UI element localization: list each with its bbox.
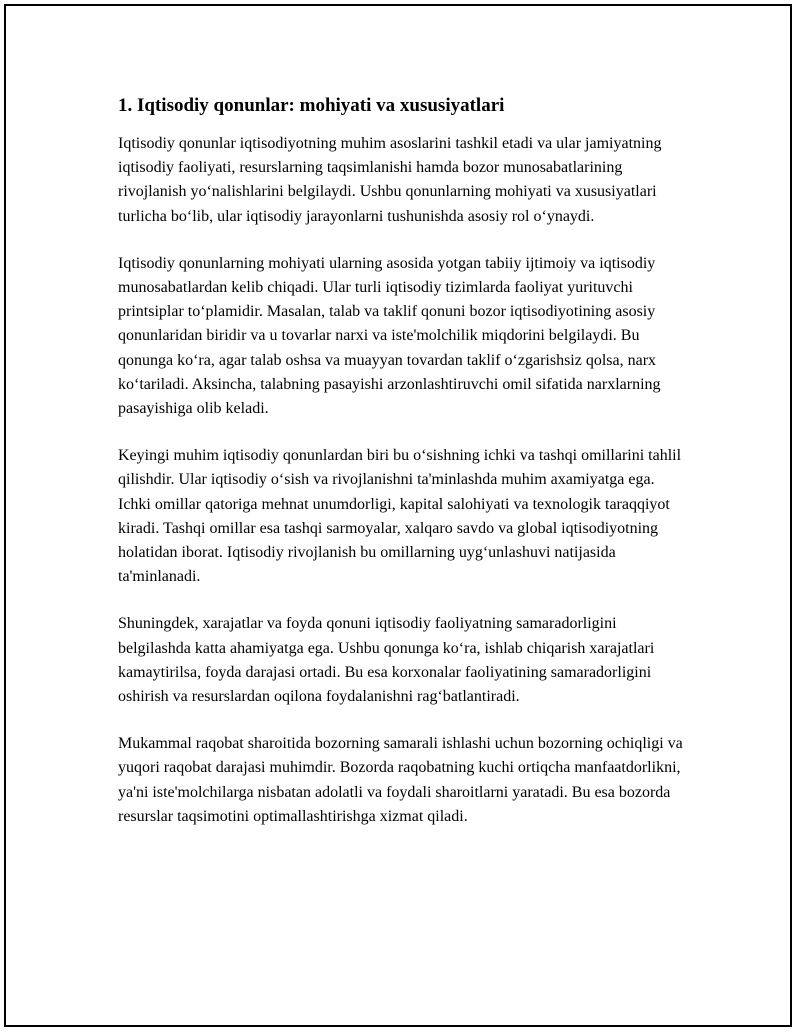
paragraph-4: Shuningdek, xarajatlar va foyda qonuni iqtisodiy faoliyatning samaradorligini belgilashda katta ahamiyatga ega. Ushbu qonunga ko‘ra, ishlab chiqarish xarajatlari kamaytirilsa, foyda darajasi ortadi. Bu esa korxonalar faoliyatining samaradorligini oshirish va resurslardan oqilona foydalanishni rag‘batlantiradi. (118, 615, 655, 706)
document-title: 1. Iqtisodiy qonunlar: mohiyati va xususiyatlari (118, 95, 505, 116)
document-body (118, 94, 686, 852)
paragraph-1: Iqtisodiy qonunlar iqtisodiyotning muhim asoslarini tashkil etadi va ular jamiyatning iqtisodiy faoliyati, resurslarning taqsimlanishi hamda bozor munosabatlarining rivojlanish yo‘nalishlarini belgilaydi. Ushbu qonunlarning mohiyati va xususiyatlari turlicha bo‘lib, ular iqtisodiy jarayonlarni tushunishda asosiy rol o‘ynaydi. (118, 135, 662, 225)
paragraph-2: Iqtisodiy qonunlarning mohiyati ularning asosida yotgan tabiiy ijtimoiy va iqtisodiy munosabatlardan kelib chiqadi. Ular turli iqtisodiy tizimlarda faoliyat yurituvchi printsiplar to‘plamidir. Masalan, talab va taklif qonuni bozor iqtisodiyotining asosiy qonunlaridan biridir va u tovarlar narxi va iste'molchilik miqdorini belgilaydi. Bu qonunga ko‘ra, agar talab oshsa va muayyan tovardan taklif o‘zgarishsiz qolsa, narx ko‘tariladi. Aksincha, talabning pasayishi arzonlashtiruvchi omil sifatida narxlarning pasayishiga olib keladi. (118, 254, 661, 418)
paragraph-5: Mukammal raqobat sharoitida bozorning samarali ishlashi uchun bozorning ochiqligi va yuqori raqobat darajasi muhimdir. Bozorda raqobatning kuchi ortiqcha manfaatdorlikni, ya'ni iste'molchilarga nisbatan adolatli va foydali sharoitlarni yaratadi. Bu esa bozorda resurslar taqsimotini optimallashtirishga xizmat qiladi. (118, 735, 683, 825)
paragraph-3: Keyingi muhim iqtisodiy qonunlardan biri bu o‘sishning ichki va tashqi omillarini tahlil qilishdir. Ular iqtisodiy o‘sish va rivojlanishni ta'minlashda muhim axamiyatga ega. Ichki omillar qatoriga mehnat unumdorligi, kapital salohiyati va texnologik taraqqiyot kiradi. Tashqi omillar esa tashqi sarmoyalar, xalqaro savdo va global iqtisodiyotning holatidan iborat. Iqtisodiy rivojlanish bu omillarning uyg‘unlashuvi natijasida ta'minlanadi. (118, 447, 682, 586)
